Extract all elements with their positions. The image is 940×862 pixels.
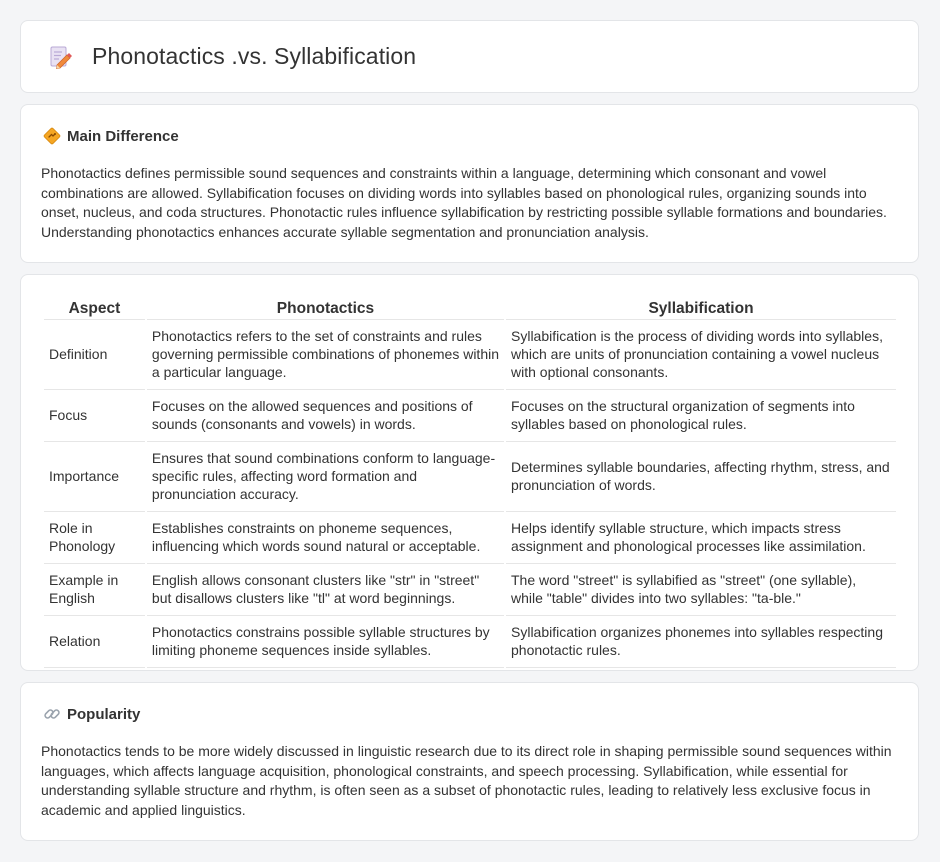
comparison-table [42, 297, 898, 668]
title-card [20, 20, 919, 93]
popularity-card [20, 682, 919, 841]
header-aspect: Aspect [44, 297, 145, 320]
main-difference-card [20, 104, 919, 263]
table-row [44, 512, 896, 564]
syllabification-cell: Syllabification organizes phonemes into syllables respecting phonotactic rules. [506, 616, 896, 668]
header-syllabification: Syllabification [506, 297, 896, 320]
aspect-cell: Relation [44, 616, 145, 668]
document-edit-icon [47, 44, 73, 70]
syllabification-cell: Determines syllable boundaries, affecting rhythm, stress, and pronunciation of words. [506, 442, 896, 512]
link-icon [43, 705, 61, 723]
main-difference-heading: Main Difference [67, 127, 179, 145]
popularity-heading: Popularity [67, 705, 141, 723]
popularity-header [43, 705, 140, 723]
table-row [44, 390, 896, 442]
phonotactics-cell: English allows consonant clusters like "str" in "street" but disallows clusters like "tl" at word beginnings. [147, 564, 504, 616]
table-row [44, 564, 896, 616]
phonotactics-cell: Ensures that sound combinations conform to language-specific rules, affecting word formation and pronunciation accuracy. [147, 442, 504, 512]
diamond-sign-icon [43, 127, 61, 145]
page-title: Phonotactics .vs. Syllabification [92, 43, 417, 69]
syllabification-cell: Focuses on the structural organization of segments into syllables based on phonological rules. [506, 390, 896, 442]
aspect-cell: Focus [44, 390, 145, 442]
aspect-cell: Definition [44, 320, 145, 390]
syllabification-cell: The word "street" is syllabified as "street" (one syllable), while "table" divides into two syllables: "ta-ble." [506, 564, 896, 616]
table-row [44, 616, 896, 668]
popularity-text: Phonotactics tends to be more widely discussed in linguistic research due to its direct role in shaping permissible sound sequences within languages, which affects language acquisition, phonological constraints, and speech processing. Syllabification, while essential for understanding syllable structure and rhythm, is often seen as a subset of phonotactic rules, leading to relatively less exclusive focus in academic and applied linguistics. [41, 743, 892, 818]
table-row [44, 442, 896, 512]
phonotactics-cell: Focuses on the allowed sequences and positions of sounds (consonants and vowels) in words. [147, 390, 504, 442]
syllabification-cell: Helps identify syllable structure, which impacts stress assignment and phonological processes like assimilation. [506, 512, 896, 564]
table-row [44, 320, 896, 390]
main-difference-text: Phonotactics defines permissible sound sequences and constraints within a language, determining which consonant and vowel combinations are allowed. Syllabification focuses on dividing words into syllables based on phonological rules, organizing sounds into onset, nucleus, and coda structures. Phonotactic rules influence syllabification by restricting possible syllable formations and boundaries. Understanding phonotactics enhances accurate syllable segmentation and pronunciation analysis. [41, 165, 887, 240]
phonotactics-cell: Phonotactics constrains possible syllable structures by limiting phoneme sequences inside syllables. [147, 616, 504, 668]
aspect-cell: Role in Phonology [44, 512, 145, 564]
aspect-cell: Importance [44, 442, 145, 512]
phonotactics-cell: Phonotactics refers to the set of constraints and rules governing permissible combinations of phonemes within a particular language. [147, 320, 504, 390]
syllabification-cell: Syllabification is the process of dividing words into syllables, which are units of pronunciation containing a vowel nucleus with optional consonants. [506, 320, 896, 390]
header-phonotactics: Phonotactics [147, 297, 504, 320]
comparison-card [20, 274, 919, 671]
table-header-row [44, 297, 896, 320]
title-row [47, 43, 416, 70]
aspect-cell: Example in English [44, 564, 145, 616]
main-difference-header [43, 127, 179, 145]
phonotactics-cell: Establishes constraints on phoneme sequences, influencing which words sound natural or acceptable. [147, 512, 504, 564]
